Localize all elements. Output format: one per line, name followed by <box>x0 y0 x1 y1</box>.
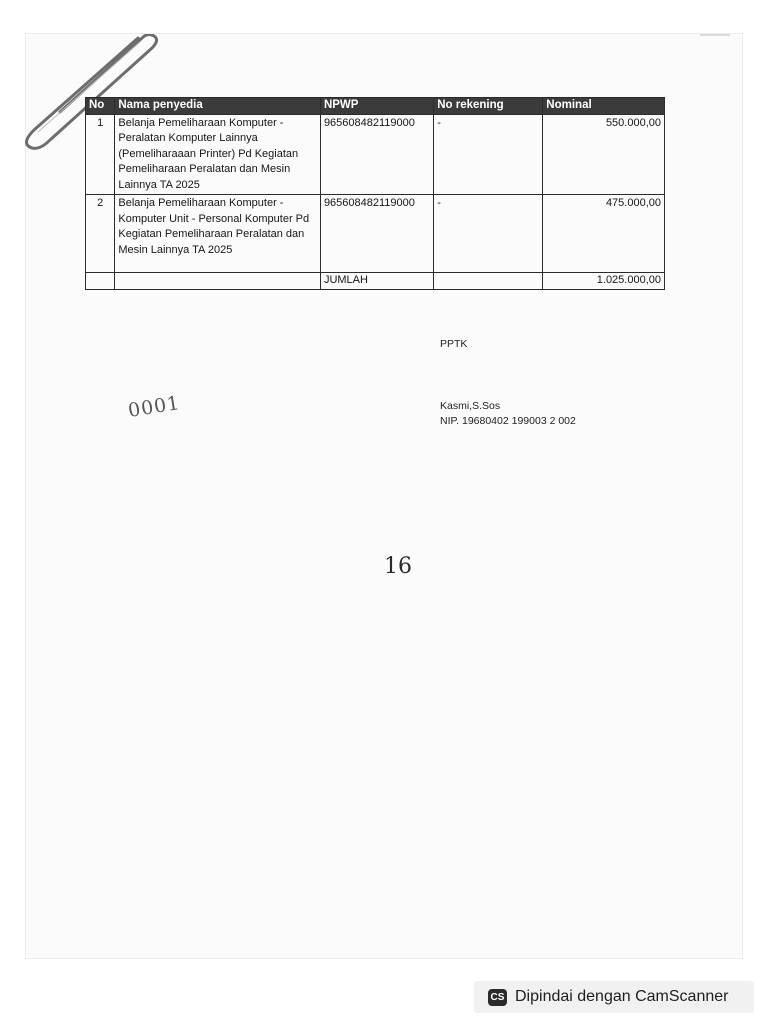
table-header-row <box>86 98 665 115</box>
nominal-value: 475.000,00 <box>543 195 665 273</box>
handwritten-code: 0001 <box>126 392 182 422</box>
header-provider-name: Nama penyedia <box>115 98 321 115</box>
header-no: No <box>86 98 115 115</box>
header-account-number: No rekening <box>434 98 543 115</box>
empty-cell <box>115 273 321 290</box>
npwp-value: 965608482119000 <box>320 114 433 195</box>
total-label: JUMLAH <box>320 273 433 290</box>
camscanner-logo-icon: CS <box>488 989 507 1006</box>
table-row <box>86 195 665 273</box>
table-row <box>86 114 665 195</box>
handwritten-page-number: 16 <box>384 554 412 579</box>
provider-table <box>85 97 665 290</box>
account-number: - <box>434 114 543 195</box>
signature-role: PPTK <box>440 338 468 350</box>
paper-edge <box>700 34 730 36</box>
header-npwp: NPWP <box>320 98 433 115</box>
account-number: - <box>434 195 543 273</box>
signatory-name: Kasmi,S.Sos <box>440 400 501 412</box>
row-number: 1 <box>86 114 115 195</box>
camscanner-badge <box>474 981 754 1013</box>
total-value: 1.025.000,00 <box>543 273 665 290</box>
provider-name: Belanja Pemeliharaan Komputer - Peralatan Komputer Lainnya (Pemeliharaaan Printer) Pd Kegiatan Pemeliharaan Peralatan dan Mesin Lainnya TA 2025 <box>115 114 321 195</box>
row-number: 2 <box>86 195 115 273</box>
empty-cell <box>86 273 115 290</box>
total-row <box>86 273 665 290</box>
empty-cell <box>434 273 543 290</box>
provider-name: Belanja Pemeliharaan Komputer - Komputer Unit - Personal Komputer Pd Kegiatan Pemeliharaan Peralatan dan Mesin Lainnya TA 2025 <box>115 195 321 273</box>
camscanner-label: Dipindai dengan CamScanner <box>515 988 729 1005</box>
npwp-value: 965608482119000 <box>320 195 433 273</box>
signatory-nip: NIP. 19680402 199003 2 002 <box>440 415 576 427</box>
header-nominal: Nominal <box>543 98 665 115</box>
nominal-value: 550.000,00 <box>543 114 665 195</box>
